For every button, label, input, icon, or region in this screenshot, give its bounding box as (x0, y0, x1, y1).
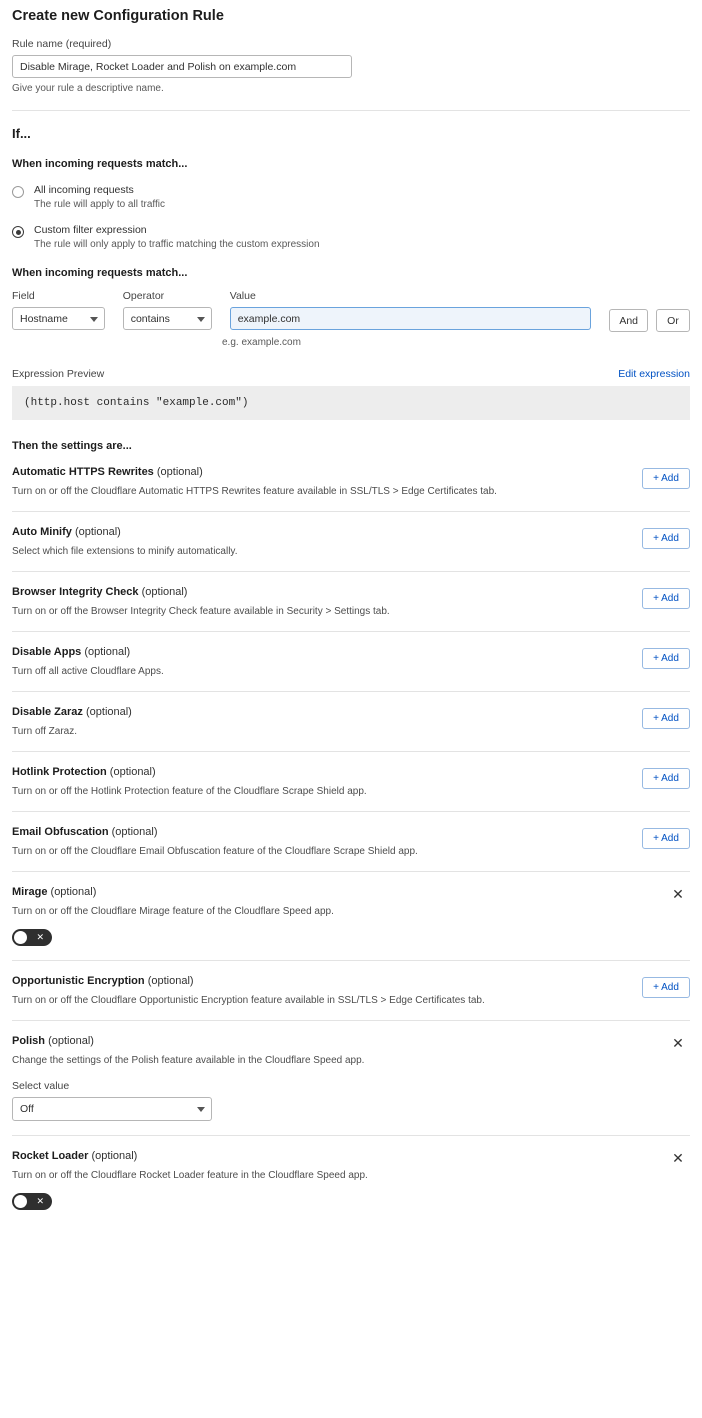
chevron-down-icon (90, 317, 98, 322)
setting-row (12, 1021, 690, 1136)
value-label: Value (229, 290, 256, 302)
expression-preview-header (12, 368, 690, 380)
field-select[interactable] (12, 307, 105, 330)
setting-row (12, 572, 690, 632)
setting-row (12, 632, 690, 692)
setting-description: Change the settings of the Polish feature available in the Cloudflare Speed app. (12, 1055, 365, 1066)
setting-optional: (optional) (84, 646, 131, 658)
operator-column (123, 290, 212, 330)
setting-name: Browser Integrity Check (12, 586, 139, 598)
close-icon: ✕ (36, 932, 44, 942)
setting-row (12, 812, 690, 872)
setting-optional: (optional) (74, 526, 121, 538)
setting-name: Hotlink Protection (12, 766, 107, 778)
setting-title (12, 526, 690, 538)
setting-title (12, 466, 690, 478)
setting-optional: (optional) (111, 826, 158, 838)
divider (12, 110, 690, 111)
setting-title (12, 766, 690, 778)
add-button[interactable]: + Add (642, 828, 690, 849)
radio-desc-all-requests: The rule will apply to all traffic (34, 199, 165, 210)
setting-name: Disable Apps (12, 646, 82, 658)
setting-title (12, 975, 690, 987)
add-button[interactable]: + Add (642, 528, 690, 549)
polish-select-value: Off (20, 1103, 34, 1115)
setting-title (12, 886, 690, 898)
add-button[interactable]: + Add (642, 648, 690, 669)
edit-expression-link[interactable]: Edit expression (618, 368, 690, 380)
toggle-switch[interactable] (12, 929, 52, 946)
add-button[interactable]: + Add (642, 588, 690, 609)
operator-select-value: contains (130, 312, 170, 325)
value-example-text: e.g. example.com (222, 337, 301, 348)
setting-row (12, 961, 690, 1021)
setting-description: Turn on or off the Cloudflare Automatic HTTPS Rewrites feature available in SSL/TLS > Edge Certificates tab. (12, 486, 497, 497)
setting-optional: (optional) (50, 886, 97, 898)
field-column (12, 290, 105, 330)
toggle-knob (14, 1195, 27, 1208)
expression-preview-label: Expression Preview (12, 368, 105, 380)
then-heading: Then the settings are... (12, 440, 132, 452)
chevron-down-icon (197, 1107, 205, 1112)
value-input[interactable] (230, 307, 592, 330)
setting-title (12, 586, 690, 598)
setting-name: Email Obfuscation (12, 826, 109, 838)
setting-name: Opportunistic Encryption (12, 975, 145, 987)
setting-title (12, 646, 690, 658)
setting-optional: (optional) (147, 975, 194, 987)
setting-optional: (optional) (141, 586, 188, 598)
remove-setting-icon[interactable]: ✕ (672, 886, 684, 902)
setting-title (12, 826, 690, 838)
and-button[interactable]: And (609, 309, 648, 332)
radio-label-custom-filter: Custom filter expression (34, 224, 147, 236)
radio-icon-all-requests[interactable] (12, 186, 24, 198)
setting-title (12, 1150, 690, 1162)
setting-optional: (optional) (109, 766, 156, 778)
remove-setting-icon[interactable]: ✕ (672, 1150, 684, 1166)
chevron-down-icon (197, 317, 205, 322)
rule-name-help: Give your rule a descriptive name. (12, 83, 164, 94)
expression-preview-text: (http.host contains "example.com") (24, 397, 249, 409)
filter-row (12, 290, 690, 332)
setting-row (12, 872, 690, 961)
operator-select[interactable] (123, 307, 212, 330)
setting-description: Select which file extensions to minify automatically. (12, 546, 238, 557)
operator-label: Operator (122, 290, 165, 302)
field-select-value: Hostname (20, 312, 68, 325)
setting-optional: (optional) (91, 1150, 138, 1162)
setting-row (12, 512, 690, 572)
setting-description: Turn off all active Cloudflare Apps. (12, 666, 164, 677)
setting-title (12, 1035, 690, 1047)
setting-name: Auto Minify (12, 526, 72, 538)
add-button[interactable]: + Add (642, 768, 690, 789)
value-column (230, 290, 592, 330)
setting-description: Turn on or off the Browser Integrity Check feature available in Security > Settings tab. (12, 606, 390, 617)
polish-select[interactable] (12, 1097, 212, 1121)
expression-preview-box (12, 386, 690, 420)
add-button[interactable]: + Add (642, 468, 690, 489)
radio-label-all-requests: All incoming requests (34, 184, 134, 196)
toggle-knob (14, 931, 27, 944)
setting-description: Turn on or off the Cloudflare Opportunistic Encryption feature available in SSL/TLS > Edge Certificates tab. (12, 995, 485, 1006)
setting-row (12, 752, 690, 812)
radio-option-all-requests[interactable] (12, 184, 690, 210)
setting-description: Turn on or off the Cloudflare Rocket Loader feature in the Cloudflare Speed app. (12, 1170, 368, 1181)
close-icon: ✕ (36, 1196, 44, 1206)
setting-title (12, 706, 690, 718)
toggle-switch[interactable] (12, 1193, 52, 1210)
filter-buttons (609, 290, 690, 332)
setting-description: Turn on or off the Cloudflare Email Obfuscation feature of the Cloudflare Scrape Shield app. (12, 846, 418, 857)
setting-row (12, 692, 690, 752)
setting-optional: (optional) (85, 706, 132, 718)
setting-description: Turn on or off the Hotlink Protection feature of the Cloudflare Scrape Shield app. (12, 786, 367, 797)
remove-setting-icon[interactable]: ✕ (672, 1035, 684, 1051)
radio-option-custom-filter[interactable] (12, 224, 690, 250)
rule-name-group (12, 38, 690, 94)
rule-name-input[interactable] (12, 55, 352, 78)
field-label: Field (12, 290, 35, 302)
select-value-label: Select value (12, 1080, 70, 1092)
rule-name-label: Rule name (required) (12, 38, 112, 50)
radio-desc-custom-filter: The rule will only apply to traffic matching the custom expression (34, 239, 320, 250)
setting-name: Polish (12, 1035, 46, 1047)
setting-optional: (optional) (48, 1035, 94, 1047)
setting-name: Disable Zaraz (12, 706, 83, 718)
page-title: Create new Configuration Rule (12, 8, 224, 24)
setting-row (12, 1136, 690, 1224)
or-button[interactable]: Or (656, 309, 690, 332)
setting-name: Automatic HTTPS Rewrites (12, 466, 154, 478)
if-section-heading: If... (12, 126, 31, 141)
add-button[interactable]: + Add (642, 708, 690, 729)
add-button[interactable]: + Add (642, 977, 690, 998)
setting-description: Turn off Zaraz. (12, 726, 78, 737)
match-heading: When incoming requests match... (12, 158, 188, 170)
setting-name: Mirage (12, 886, 48, 898)
setting-name: Rocket Loader (12, 1150, 89, 1162)
setting-description: Turn on or off the Cloudflare Mirage feature of the Cloudflare Speed app. (12, 906, 334, 917)
radio-icon-custom-filter[interactable] (12, 226, 24, 238)
setting-row (12, 452, 690, 512)
setting-optional: (optional) (156, 466, 203, 478)
filter-match-heading: When incoming requests match... (12, 267, 188, 279)
